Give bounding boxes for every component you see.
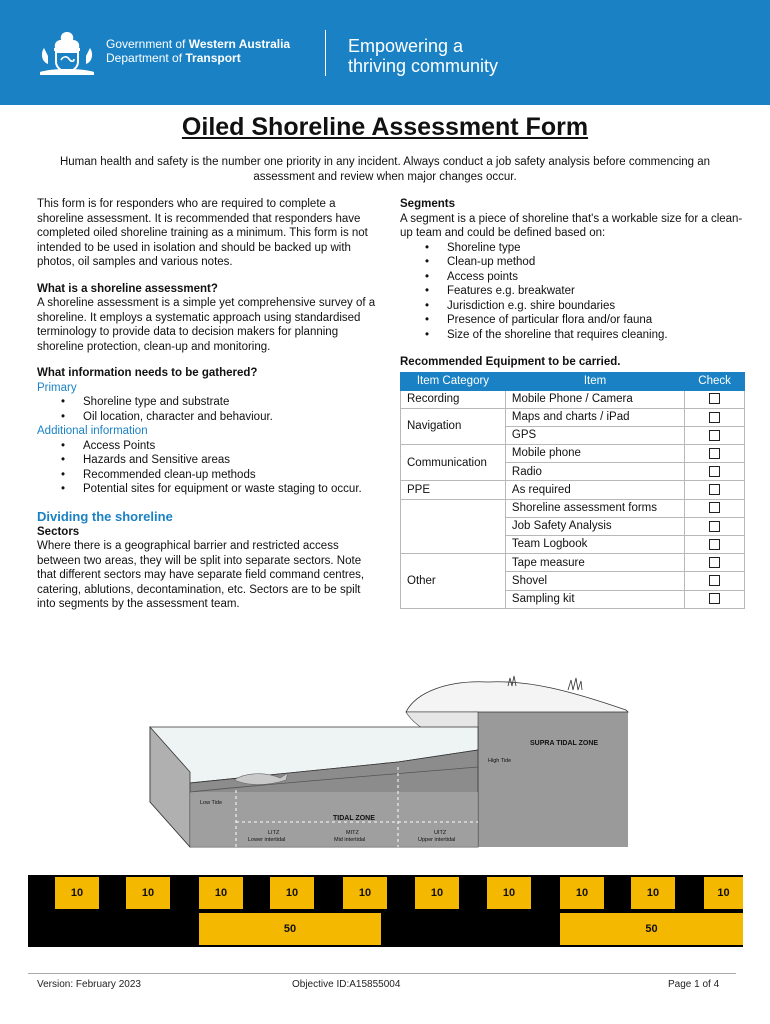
list-item: • Access points [400, 270, 745, 285]
item-cell: Radio [505, 463, 684, 481]
check-box[interactable] [709, 430, 720, 441]
category-cell: Recording [401, 390, 506, 408]
ruler-mark-10: 10 [487, 877, 531, 909]
equipment-table [400, 372, 745, 609]
additional-label: Additional information [37, 425, 148, 437]
item-cell: Tape measure [505, 554, 684, 572]
segments-text: A segment is a piece of shoreline that's a workable size for a clean-up team and could be defined based on: [400, 212, 743, 239]
footer-objective-id: Objective ID:A15855004 [292, 979, 401, 990]
table-row [401, 445, 745, 463]
category-cell: Communication [401, 445, 506, 481]
wa-crest-icon [36, 28, 98, 78]
tagline: Empowering a thriving community [348, 36, 499, 76]
sectors-heading: Sectors [37, 525, 80, 538]
what-is-heading: What is a shoreline assessment? [37, 282, 218, 295]
list-item: • Oil location, character and behaviour. [37, 410, 382, 425]
col-header-check: Check [685, 372, 745, 390]
zone-name: Mid intertidal [334, 837, 366, 843]
list-item: • Features e.g. breakwater [400, 284, 745, 299]
zone-code: LITZ [268, 830, 280, 836]
low-tide-label: Low Tide [200, 800, 223, 806]
col-header-category: Item Category [401, 372, 506, 390]
government-name: Government of Western Australia Department of Transport [106, 37, 291, 65]
what-is-text: A shoreline assessment is a simple yet comprehensive survey of a shoreline. It employs a systematic approach using standardised terminology to provide data to decision makers for planning shoreline protection, clean-up and monitoring. [37, 297, 376, 353]
left-column [37, 197, 382, 612]
grass-icon [568, 678, 582, 690]
page-header [0, 0, 770, 105]
check-box[interactable] [709, 521, 720, 532]
zone-name: Upper intertidal [418, 837, 456, 843]
list-item: • Jurisdiction e.g. shire boundaries [400, 299, 745, 314]
check-box[interactable] [709, 539, 720, 550]
primary-list [37, 395, 382, 424]
safety-intro: Human health and safety is the number one priority in any incident. Always conduct a job safety analysis before commencing an assessment and review when major changes occur. [59, 156, 711, 183]
table-row [401, 408, 745, 426]
info-heading: What information needs to be gathered? [37, 367, 258, 379]
category-cell-empty [401, 499, 506, 554]
zone-code: UITZ [434, 830, 447, 836]
ruler-mark-10: 10 [199, 877, 243, 909]
list-item: • Potential sites for equipment or waste staging to occur. [37, 482, 382, 497]
list-item: • Shoreline type and substrate [37, 395, 382, 410]
check-box[interactable] [709, 393, 720, 404]
ruler-mark-50: 50 [560, 913, 743, 945]
footer-version: Version: February 2023 [37, 979, 141, 990]
check-box[interactable] [709, 484, 720, 495]
zone-code: MITZ [346, 830, 359, 836]
item-cell: Job Safety Analysis [505, 517, 684, 535]
category-cell: Other [401, 554, 506, 609]
supra-tidal-label: SUPRA TIDAL ZONE [530, 740, 599, 747]
ruler-mark-10: 10 [704, 877, 743, 909]
equipment-heading: Recommended Equipment to be carried. [400, 356, 621, 368]
ruler-mark-10: 10 [631, 877, 675, 909]
item-cell: As required [505, 481, 684, 499]
ruler-mark-10: 10 [415, 877, 459, 909]
segments-list [400, 241, 745, 343]
check-box[interactable] [709, 412, 720, 423]
right-column [400, 197, 745, 609]
list-item: • Access Points [37, 439, 382, 454]
check-box[interactable] [709, 466, 720, 477]
table-header-row [401, 372, 745, 390]
item-cell: Shovel [505, 572, 684, 590]
item-cell: Sampling kit [505, 590, 684, 608]
item-cell: GPS [505, 426, 684, 444]
item-cell: Mobile Phone / Camera [505, 390, 684, 408]
table-row [401, 481, 745, 499]
check-box[interactable] [709, 593, 720, 604]
list-item: • Hazards and Sensitive areas [37, 453, 382, 468]
list-item: • Recommended clean-up methods [37, 468, 382, 483]
list-item: • Shoreline type [400, 241, 745, 256]
ruler-mark-10: 10 [55, 877, 99, 909]
additional-list [37, 439, 382, 497]
ruler-mark-10: 10 [560, 877, 604, 909]
item-cell: Shoreline assessment forms [505, 499, 684, 517]
item-cell: Mobile phone [505, 445, 684, 463]
check-box[interactable] [709, 557, 720, 568]
high-tide-label: High Tide [488, 758, 512, 764]
list-item: • Size of the shoreline that requires cleaning. [400, 328, 745, 343]
primary-label: Primary [37, 381, 77, 394]
sectors-text: Where there is a geographical barrier and restricted access between two areas, they will be split into separate sectors. Note that different sectors may have separate field command centres, catering, ablutions, decontamination, etc. Sectors are to be spilt into segments by the assessment team. [37, 540, 365, 610]
table-row [401, 554, 745, 572]
page-title: Oiled Shoreline Assessment Form [181, 113, 589, 141]
ruler-mark-10: 10 [270, 877, 314, 909]
ruler-mark-10: 10 [343, 877, 387, 909]
footer-page-number: Page 1 of 4 [668, 979, 720, 990]
zone-name: Lower intertidal [248, 837, 286, 843]
category-cell: PPE [401, 481, 506, 499]
tidal-zone-label: TIDAL ZONE [333, 815, 375, 822]
footer-divider [28, 973, 736, 974]
shoreline-zone-diagram [148, 672, 638, 854]
list-item: • Presence of particular flora and/or fauna [400, 313, 745, 328]
check-box[interactable] [709, 575, 720, 586]
list-item: • Clean-up method [400, 255, 745, 270]
intro-paragraph: This form is for responders who are required to complete a shoreline assessment. It is recommended that responders have completed oiled shoreline training as a minimum. This form is not intended to be used in isolation and should be backed up with photos, oil samples and various notes. [37, 198, 368, 268]
item-cell: Team Logbook [505, 536, 684, 554]
segments-heading: Segments [400, 198, 455, 210]
header-divider [325, 30, 326, 76]
item-cell: Maps and charts / iPad [505, 408, 684, 426]
col-header-item: Item [505, 372, 684, 390]
table-row [401, 390, 745, 408]
measurement-ruler [28, 875, 743, 947]
category-cell: Navigation [401, 408, 506, 444]
ruler-mark-50: 50 [199, 913, 381, 945]
ruler-mark-10: 10 [126, 877, 170, 909]
check-box[interactable] [709, 448, 720, 459]
check-box[interactable] [709, 502, 720, 513]
table-row [401, 499, 745, 517]
dividing-heading: Dividing the shoreline [37, 508, 173, 524]
